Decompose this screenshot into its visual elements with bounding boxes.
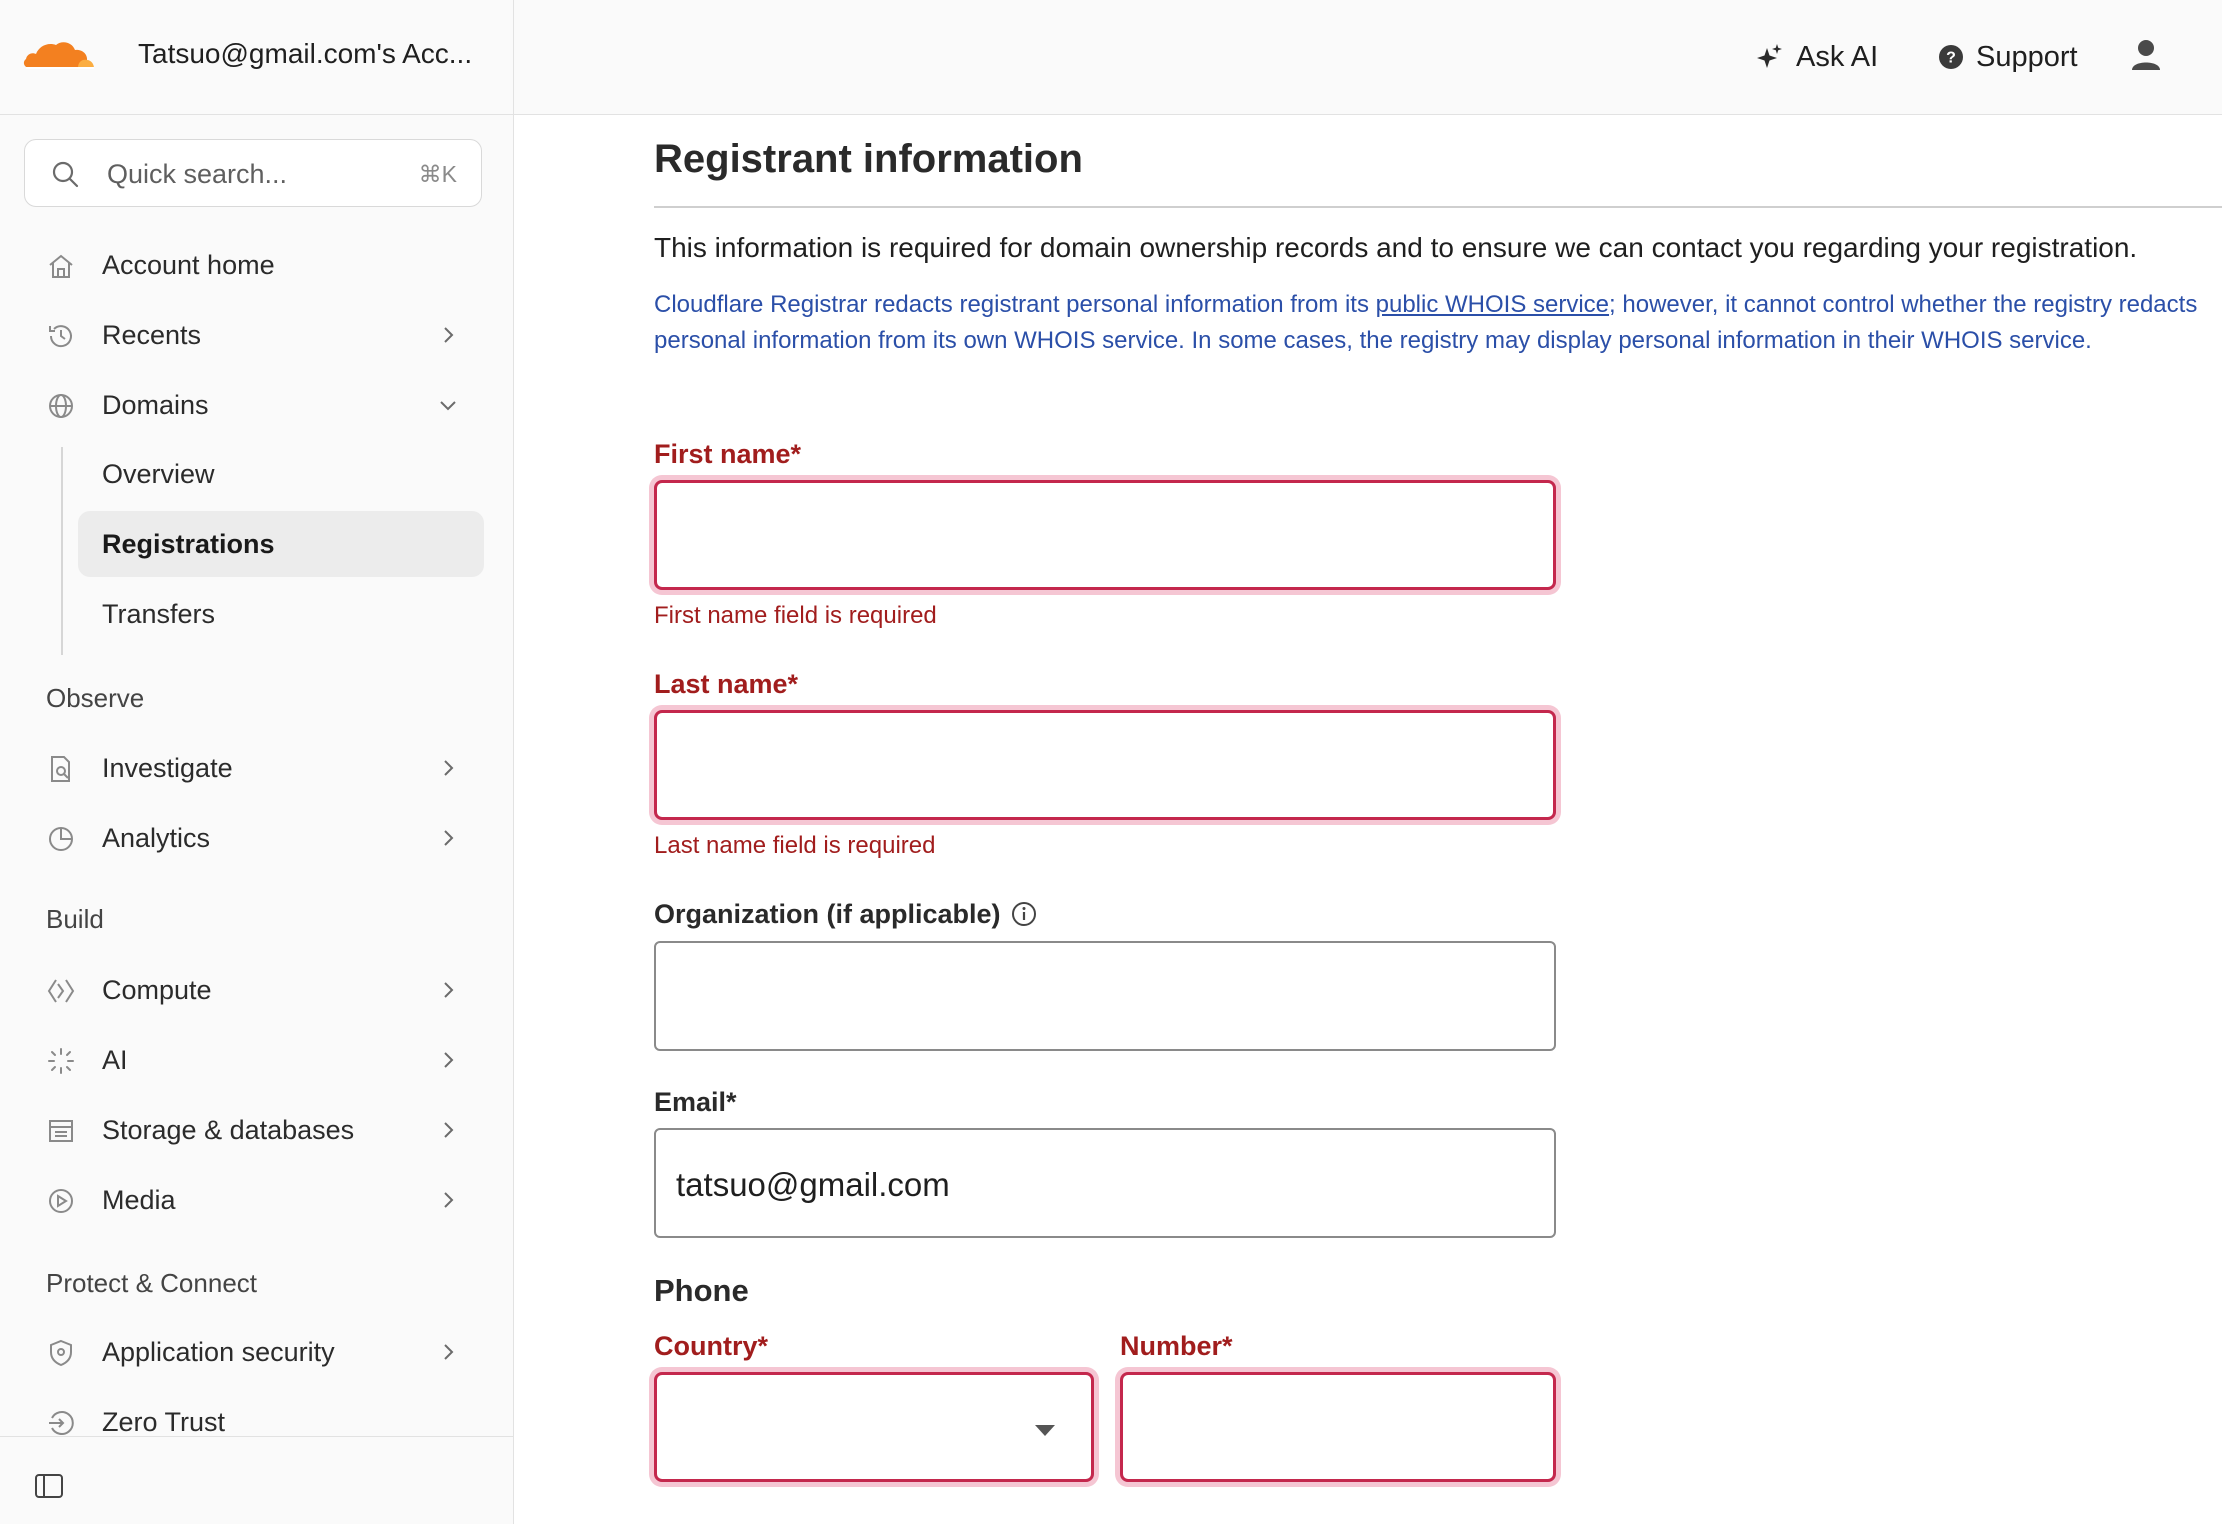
globe-icon [46,391,76,421]
sparkle-icon [1754,42,1784,72]
sidebar-subitem-transfers[interactable] [78,581,484,647]
sidebar-item-account-home[interactable] [30,233,486,297]
sidebar-item-label: Analytics [102,822,211,853]
support-label: Support [1976,40,2078,73]
country-label: Country* [654,1331,768,1361]
search-placeholder: Quick search... [107,159,288,189]
sidebar-item-analytics[interactable] [30,806,486,870]
support-button[interactable] [1938,36,2078,78]
public-whois-link[interactable]: public WHOIS service [1375,291,1610,318]
sidebar-item-label: Zero Trust [102,1406,226,1437]
notice-text-after: ; however, it cannot control whether the registry redacts personal information from its own WHOIS service. In some cases, the registry may display personal information in their WHOIS service. [654,291,2198,354]
history-icon [46,321,76,351]
sidebar-item-label: AI [102,1044,128,1075]
cloudflare-logo-icon[interactable] [20,38,96,74]
sidebar-item-label: Account home [102,249,275,280]
chevron-down-icon [438,395,458,415]
main-content [514,115,2222,1524]
caret-down-icon [1035,1425,1055,1436]
search-shortcut: ⌘K [418,161,457,187]
first-name-label: First name* [654,439,802,469]
sidebar-subitem-label: Registrations [102,529,275,559]
sidebar-subitem-label: Overview [102,459,215,489]
compute-icon [46,976,76,1006]
analytics-icon [46,824,76,854]
sidebar-item-label: Media [102,1184,176,1215]
first-name-error: First name field is required [654,602,937,629]
last-name-error: Last name field is required [654,832,936,859]
submenu-divider [61,447,63,655]
number-label: Number* [1120,1331,1233,1361]
page-title: Registrant information [654,137,1083,181]
sidebar-item-label: Recents [102,319,202,350]
phone-number-input[interactable] [1120,1372,1556,1482]
media-play-icon [46,1186,76,1216]
organization-label-text: Organization (if applicable) [654,899,1001,929]
chevron-right-icon [438,980,458,1000]
sidebar-item-investigate[interactable] [30,736,486,800]
search-icon [51,160,79,188]
whois-notice [654,287,2214,359]
organization-label [654,899,1037,930]
chevron-right-icon [438,1190,458,1210]
sidebar-item-compute[interactable] [30,958,486,1022]
shield-icon [46,1338,76,1368]
phone-heading: Phone [654,1273,749,1308]
organization-input[interactable] [654,941,1556,1051]
chevron-right-icon [438,1050,458,1070]
chevron-right-icon [438,1342,458,1362]
sidebar-item-recents[interactable] [30,303,486,367]
intro-text: This information is required for domain ownership records and to ensure we can contact you regarding your registration. [654,232,2138,263]
user-profile-icon[interactable] [2130,38,2162,72]
info-icon[interactable] [1011,901,1037,927]
email-label: Email* [654,1087,737,1117]
account-header[interactable] [0,0,513,115]
sidebar-item-storage[interactable] [30,1098,486,1162]
section-title-build: Build [46,904,104,934]
sidebar-item-domains[interactable] [30,373,486,437]
account-name[interactable]: Tatsuo@gmail.com's Acc... [138,38,473,69]
email-value: tatsuo@gmail.com [676,1166,950,1203]
svg-text:?: ? [1946,49,1956,67]
quick-search[interactable] [24,139,482,207]
sidebar-item-label: Compute [102,974,212,1005]
last-name-label: Last name* [654,669,799,699]
sidebar [0,0,514,1524]
sidebar-item-ai[interactable] [30,1028,486,1092]
section-title-protect-connect: Protect & Connect [46,1268,257,1298]
chevron-right-icon [438,758,458,778]
email-input[interactable] [654,1128,1556,1238]
chevron-right-icon [438,1120,458,1140]
sidebar-subitem-registrations[interactable] [78,511,484,577]
last-name-input[interactable] [654,710,1556,820]
chevron-right-icon [438,325,458,345]
sidebar-item-label: Application security [102,1336,335,1367]
collapse-sidebar-icon[interactable] [34,1473,64,1499]
chevron-right-icon [438,828,458,848]
ask-ai-label: Ask AI [1796,40,1879,73]
first-name-input[interactable] [654,480,1556,590]
home-icon [46,251,76,281]
notice-text-before: Cloudflare Registrar redacts registrant personal information from its [654,291,1376,318]
sidebar-item-label: Storage & databases [102,1114,355,1145]
sidebar-footer [0,1436,513,1524]
sidebar-item-label: Domains [102,389,209,420]
country-select[interactable] [654,1372,1094,1482]
sidebar-subitem-label: Transfers [102,599,216,629]
top-bar [514,0,2222,115]
ai-sparkle-icon [46,1046,76,1076]
title-divider [654,206,2222,208]
sidebar-subitem-overview[interactable] [78,441,484,507]
section-title-observe: Observe [46,683,145,713]
zero-trust-icon [46,1408,76,1438]
investigate-icon [46,754,76,784]
sidebar-item-application-security[interactable] [30,1320,486,1384]
storage-icon [46,1116,76,1146]
sidebar-item-media[interactable] [30,1168,486,1232]
sidebar-item-label: Investigate [102,752,233,783]
help-icon [1938,44,1964,70]
ask-ai-button[interactable] [1754,36,1878,78]
